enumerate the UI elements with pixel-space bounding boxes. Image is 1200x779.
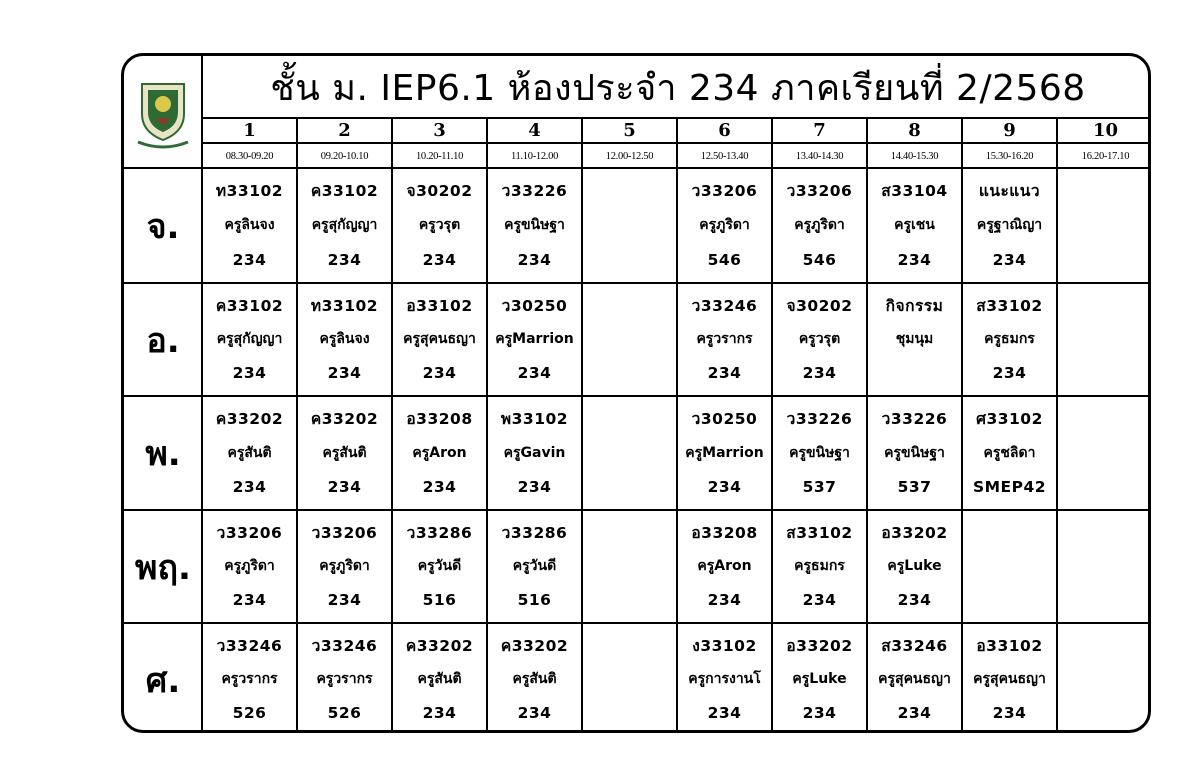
- teacher-name: ครูฐาณิญา: [976, 217, 1043, 234]
- subject-code: กิจกรรม: [885, 296, 944, 315]
- subject-code: จ30202: [786, 296, 853, 315]
- period-time: 10.20-11.10: [415, 150, 464, 162]
- schedule-cell: [1057, 168, 1151, 283]
- teacher-name: ครูวรากร: [221, 671, 278, 688]
- teacher-name: ครูสุกัญญา: [311, 217, 378, 234]
- subject-code: ว33246: [691, 296, 758, 315]
- subject-code: ศ33102: [976, 410, 1043, 428]
- period-time: 15.30-16.20: [985, 150, 1034, 162]
- subject-code: พ33102: [500, 410, 569, 428]
- room-number: 234: [327, 250, 362, 269]
- teacher-name: ครูสุคนธญา: [878, 671, 951, 688]
- teacher-name: ครูวันดี: [417, 558, 462, 575]
- teacher-name: ครูวรุต: [418, 217, 461, 234]
- teacher-name: [627, 329, 632, 349]
- room-number: 234: [707, 364, 742, 383]
- room-number: 526: [327, 704, 362, 723]
- schedule-cell: [867, 283, 962, 396]
- room-number: 234: [422, 364, 457, 383]
- subject-code: อ33102: [406, 296, 473, 315]
- period-number: 9: [1003, 119, 1016, 141]
- room-number: 234: [707, 591, 742, 610]
- subject-code: แนะแนว: [978, 182, 1041, 201]
- schedule-cell: [202, 396, 297, 510]
- subject-code: [1103, 409, 1109, 429]
- room-number: 234: [517, 704, 552, 723]
- room-number: [1103, 363, 1109, 383]
- schedule-cell: [297, 510, 392, 623]
- day-label: จ.: [146, 206, 180, 247]
- schedule-cell: [867, 510, 962, 623]
- subject-code: ส33102: [976, 296, 1043, 315]
- room-number: 234: [992, 704, 1027, 723]
- teacher-name: ครูภูริดา: [699, 217, 750, 234]
- teacher-name: ครูลินจง: [224, 217, 275, 234]
- schedule-cell: [677, 396, 772, 510]
- subject-code: [627, 636, 633, 656]
- schedule-cell: [1057, 510, 1151, 623]
- teacher-name: ครูธมกร: [794, 558, 845, 575]
- teacher-name: [627, 215, 632, 235]
- room-number: [627, 590, 633, 610]
- subject-code: อ33202: [786, 636, 853, 655]
- subject-code: ว33206: [786, 182, 853, 201]
- teacher-name: [1103, 215, 1108, 235]
- teacher-name: ชุมนุม: [895, 331, 934, 348]
- subject-code: [627, 409, 633, 429]
- subject-code: [1103, 523, 1109, 543]
- schedule-cell: [202, 623, 297, 733]
- period-time: 16.20-17.10: [1081, 150, 1130, 162]
- room-number: SMEP42: [972, 478, 1047, 496]
- room-number: 234: [232, 250, 267, 269]
- room-number: [1103, 250, 1109, 270]
- room-number: [1103, 477, 1109, 497]
- schedule-cell: [487, 623, 582, 733]
- period-time: 11.10-12.00: [510, 150, 559, 162]
- teacher-name: ครูวันดี: [512, 558, 557, 575]
- room-number: 234: [897, 704, 932, 723]
- schedule-cell: [677, 168, 772, 283]
- subject-code: ง33102: [692, 636, 757, 655]
- schedule-cell: [677, 510, 772, 623]
- schedule-cell: [962, 510, 1057, 623]
- period-number: 8: [908, 119, 921, 141]
- room-number: 537: [802, 478, 837, 496]
- schedule-cell: [582, 396, 677, 510]
- schedule-cell: [202, 168, 297, 283]
- room-number: 234: [992, 250, 1027, 269]
- subject-code: [1007, 523, 1013, 543]
- subject-code: ว33206: [311, 523, 378, 542]
- period-number: 6: [718, 119, 731, 141]
- teacher-name: ครูชลิดา: [983, 445, 1036, 461]
- period-time: 14.40-15.30: [890, 150, 939, 162]
- teacher-name: ครูสุคนธญา: [973, 671, 1046, 688]
- schedule-cell: [487, 168, 582, 283]
- schedule-cell: [487, 510, 582, 623]
- room-number: 526: [232, 704, 267, 723]
- teacher-name: ครูMarrion: [495, 331, 574, 348]
- subject-code: [627, 296, 633, 316]
- subject-code: ว33246: [216, 636, 283, 655]
- day-label: ศ.: [145, 660, 181, 701]
- schedule-cell: [392, 510, 487, 623]
- schedule-cell: [392, 623, 487, 733]
- teacher-name: ครูสุกัญญา: [216, 331, 283, 348]
- subject-code: ท33102: [215, 182, 284, 201]
- subject-code: ว33226: [786, 410, 853, 428]
- subject-code: จ30202: [406, 182, 473, 201]
- room-number: 546: [707, 250, 742, 269]
- teacher-name: [1103, 443, 1108, 463]
- period-number: 1: [243, 119, 256, 141]
- period-number: 3: [433, 119, 446, 141]
- room-number: 234: [327, 478, 362, 496]
- teacher-name: ครูLuke: [887, 558, 942, 575]
- room-number: 234: [327, 591, 362, 610]
- room-number: 537: [897, 478, 932, 496]
- teacher-name: [1103, 556, 1108, 576]
- teacher-name: ครูวรากร: [696, 331, 753, 348]
- teacher-name: ครูAron: [697, 558, 752, 575]
- room-number: [627, 363, 633, 383]
- subject-code: ค33102: [215, 296, 284, 315]
- room-number: 234: [232, 478, 267, 496]
- teacher-name: ครูสันติ: [417, 671, 462, 688]
- subject-code: ว33206: [691, 182, 758, 201]
- teacher-name: ครูสันติ: [227, 445, 272, 461]
- room-number: 546: [802, 250, 837, 269]
- teacher-name: ครูวรากร: [316, 671, 373, 688]
- teacher-name: ครูลินจง: [319, 331, 370, 348]
- subject-code: ส33246: [881, 636, 948, 655]
- teacher-name: ครูวรุต: [798, 331, 841, 348]
- subject-code: [1103, 296, 1109, 316]
- room-number: 234: [422, 250, 457, 269]
- teacher-name: ครูขนิษฐา: [789, 445, 850, 461]
- schedule-cell: [582, 283, 677, 396]
- room-number: [1103, 703, 1109, 723]
- schedule-cell: [867, 623, 962, 733]
- schedule-cell: [1057, 283, 1151, 396]
- period-number: 5: [623, 119, 636, 141]
- teacher-name: [1103, 669, 1108, 689]
- subject-code: อ33208: [406, 410, 473, 428]
- room-number: [627, 477, 633, 497]
- schedule-cell: [297, 623, 392, 733]
- schedule-cell: [297, 283, 392, 396]
- schedule-cell: [1057, 623, 1151, 733]
- schedule-cell: [1057, 396, 1151, 510]
- subject-code: [627, 181, 633, 201]
- subject-code: ค33202: [405, 636, 474, 655]
- teacher-name: ครูภูริดา: [224, 558, 275, 575]
- room-number: [1007, 590, 1013, 610]
- room-number: 234: [992, 364, 1027, 383]
- room-number: 234: [897, 591, 932, 610]
- period-time: 09.20-10.10: [320, 150, 369, 162]
- teacher-name: ครูสันติ: [512, 671, 557, 688]
- day-label: พ.: [145, 434, 181, 474]
- teacher-name: ครูAron: [412, 445, 467, 461]
- room-number: 234: [802, 591, 837, 610]
- teacher-name: ครูการงานโ: [688, 671, 761, 688]
- schedule-cell: [962, 623, 1057, 733]
- schedule-cell: [582, 510, 677, 623]
- subject-code: ว33226: [501, 182, 568, 201]
- teacher-name: ครูสันติ: [322, 445, 367, 461]
- teacher-name: [627, 556, 632, 576]
- schedule-cell: [867, 396, 962, 510]
- room-number: [627, 250, 633, 270]
- subject-code: ว33286: [501, 523, 568, 542]
- subject-code: ว30250: [501, 296, 568, 315]
- timetable: [121, 53, 1151, 733]
- room-number: 234: [707, 478, 742, 496]
- schedule-cell: [202, 510, 297, 623]
- schedule-cell: [772, 396, 867, 510]
- period-time: 12.00-12.50: [605, 150, 654, 162]
- subject-code: ว33206: [216, 523, 283, 542]
- schedule-cell: [392, 396, 487, 510]
- room-number: 234: [422, 478, 457, 496]
- subject-code: ว30250: [691, 410, 758, 428]
- schedule-cell: [772, 623, 867, 733]
- period-number: 4: [528, 119, 541, 141]
- subject-code: ว33286: [406, 523, 473, 542]
- subject-code: ส33102: [786, 523, 853, 542]
- teacher-name: [627, 443, 632, 463]
- teacher-name: ครูขนิษฐา: [884, 445, 945, 461]
- subject-code: ว33246: [311, 636, 378, 655]
- room-number: 234: [897, 250, 932, 269]
- teacher-name: ครูภูริดา: [794, 217, 845, 234]
- subject-code: ค33202: [310, 410, 379, 428]
- subject-code: ส33104: [881, 182, 948, 201]
- teacher-name: [1007, 556, 1012, 576]
- schedule-cell: [772, 283, 867, 396]
- subject-code: ว33226: [881, 410, 948, 428]
- room-number: 516: [517, 591, 552, 610]
- schedule-cell: [677, 283, 772, 396]
- subject-code: [1103, 636, 1109, 656]
- teacher-name: [1103, 329, 1108, 349]
- subject-code: อ33102: [976, 636, 1043, 655]
- room-number: 234: [232, 591, 267, 610]
- schedule-cell: [962, 168, 1057, 283]
- room-number: 234: [802, 364, 837, 383]
- schedule-cell: [582, 623, 677, 733]
- day-label: อ.: [146, 320, 180, 361]
- teacher-name: ครูLuke: [792, 671, 847, 688]
- teacher-name: ครูGavin: [503, 445, 566, 461]
- room-number: 234: [422, 704, 457, 723]
- teacher-name: ครูเชน: [894, 217, 935, 234]
- schedule-cell: [772, 168, 867, 283]
- subject-code: ท33102: [310, 296, 379, 315]
- room-number: [627, 703, 633, 723]
- teacher-name: ครูภูริดา: [319, 558, 370, 575]
- room-number: 234: [517, 478, 552, 496]
- schedule-cell: [297, 168, 392, 283]
- room-number: 234: [707, 704, 742, 723]
- teacher-name: ครูขนิษฐา: [504, 217, 565, 234]
- teacher-name: ครูสุคนธญา: [403, 331, 476, 348]
- teacher-name: ครูMarrion: [685, 445, 764, 461]
- subject-code: [1103, 181, 1109, 201]
- period-number: 10: [1092, 119, 1119, 141]
- schedule-cell: [677, 623, 772, 733]
- subject-code: [627, 523, 633, 543]
- room-number: 234: [327, 364, 362, 383]
- room-number: 234: [232, 364, 267, 383]
- period-time: 08.30-09.20: [225, 150, 274, 162]
- schedule-cell: [487, 283, 582, 396]
- schedule-cell: [487, 396, 582, 510]
- room-number: 516: [422, 591, 457, 610]
- schedule-cell: [202, 283, 297, 396]
- schedule-cell: [582, 168, 677, 283]
- room-number: 234: [802, 704, 837, 723]
- schedule-cell: [297, 396, 392, 510]
- subject-code: อ33208: [691, 523, 758, 542]
- room-number: [912, 363, 918, 383]
- schedule-cell: [392, 283, 487, 396]
- room-number: [1103, 590, 1109, 610]
- period-number: 7: [813, 119, 826, 141]
- subject-code: อ33202: [881, 523, 948, 542]
- day-label: พฤ.: [135, 547, 191, 588]
- schedule-cell: [772, 510, 867, 623]
- school-emblem-icon: [134, 74, 192, 152]
- subject-code: ค33202: [215, 410, 284, 428]
- room-number: 234: [517, 364, 552, 383]
- subject-code: ค33202: [500, 636, 569, 655]
- teacher-name: ครูธมกร: [984, 331, 1035, 348]
- schedule-cell: [867, 168, 962, 283]
- schedule-cell: [962, 283, 1057, 396]
- schedule-cell: [392, 168, 487, 283]
- period-time: 12.50-13.40: [700, 150, 749, 162]
- room-number: 234: [517, 250, 552, 269]
- page-title: ชั้น ม. IEP6.1 ห้องประจำ 234 ภาคเรียนที่ 2/2568: [270, 67, 1086, 109]
- teacher-name: [627, 669, 632, 689]
- subject-code: ค33102: [310, 182, 379, 201]
- period-number: 2: [338, 119, 351, 141]
- period-time: 13.40-14.30: [795, 150, 844, 162]
- schedule-cell: [962, 396, 1057, 510]
